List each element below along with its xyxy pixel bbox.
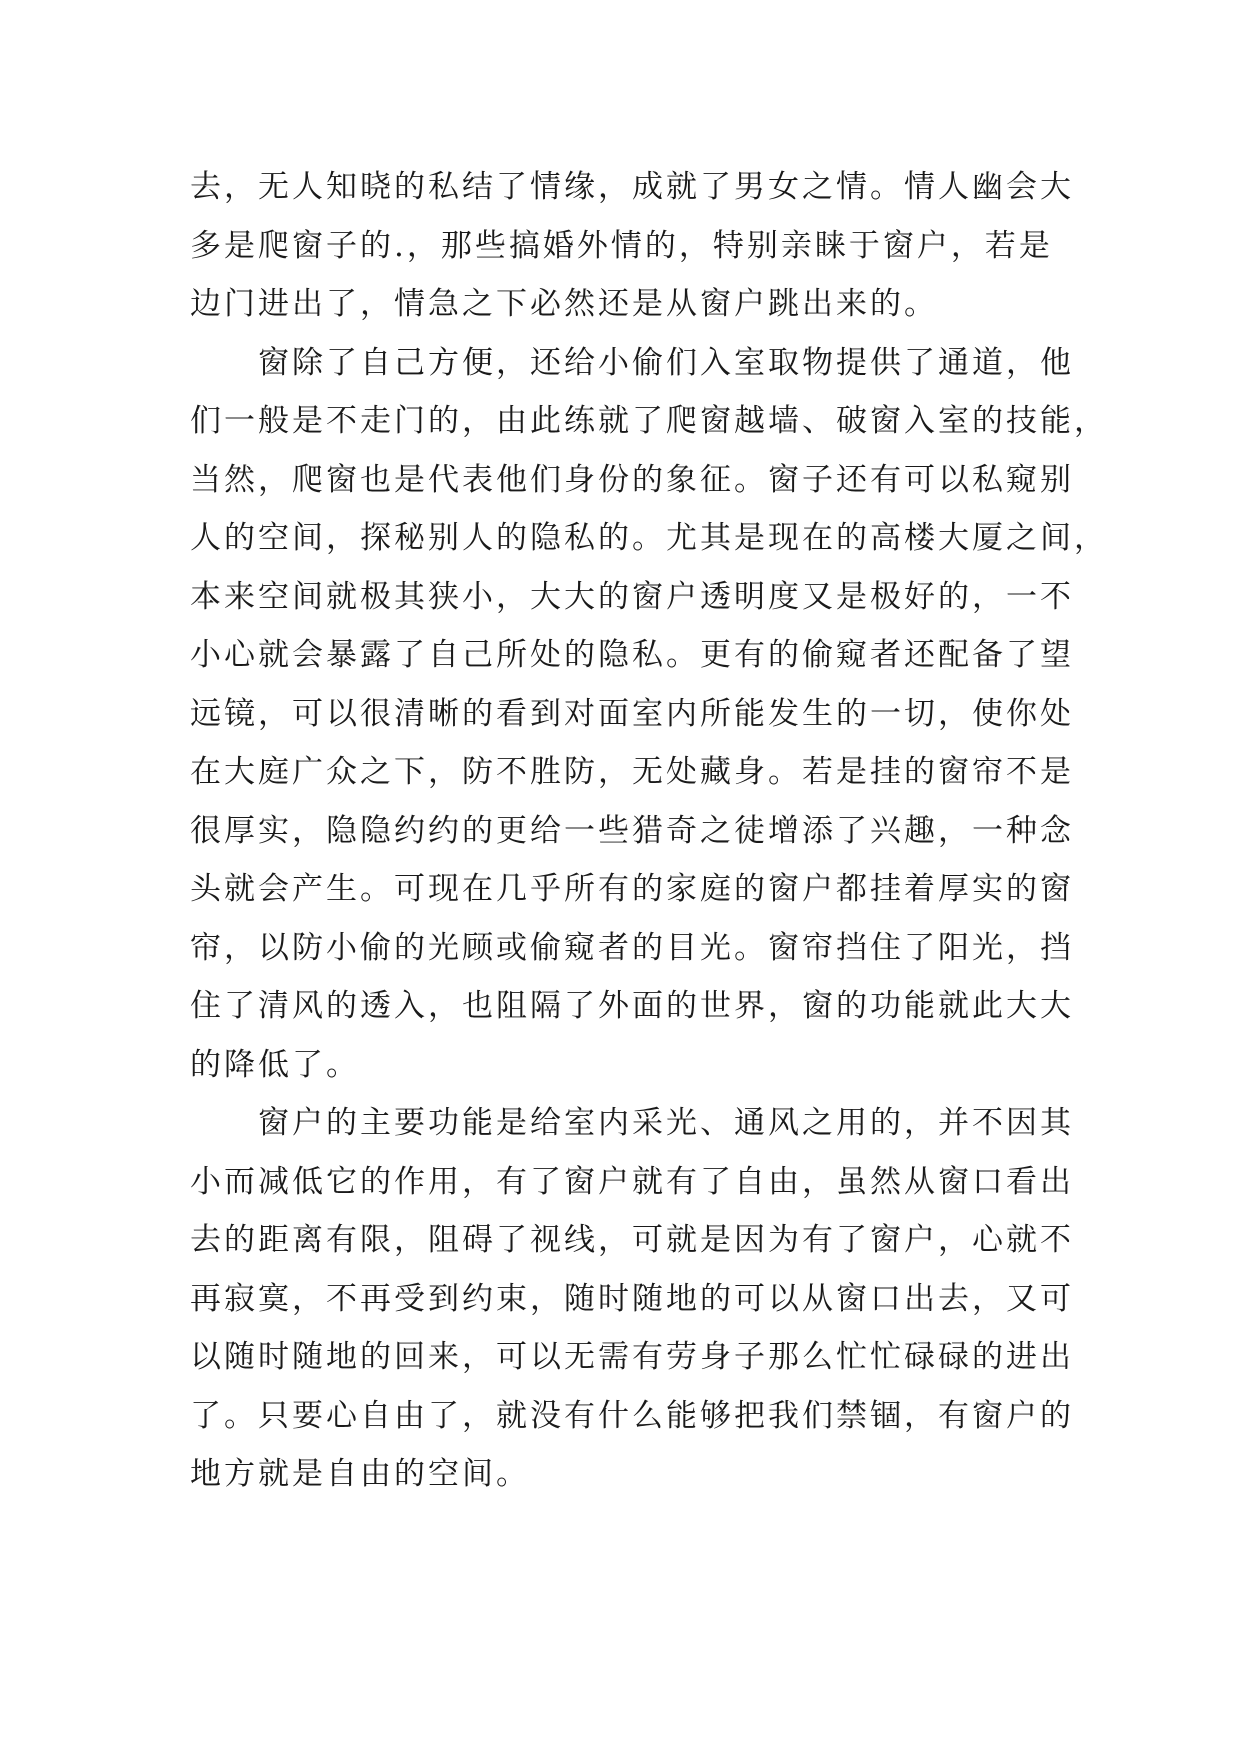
text-line: 远镜，可以很清晰的看到对面室内所能发生的一切，使你处 [190, 695, 1074, 732]
text-line: 多是爬窗子的.，那些搞婚外情的，特别亲睐于窗户，若是 [190, 227, 1053, 264]
text-line: 很厚实，隐隐约约的更给一些猎奇之徒增添了兴趣，一种念 [190, 812, 1074, 849]
text-line: 去，无人知晓的私结了情缘，成就了男女之情。情人幽会大 [190, 169, 1074, 205]
text-line: 在大庭广众之下，防不胜防，无处藏身。若是挂的窗帘不是 [190, 754, 1074, 790]
text-line: 的降低了。 [190, 1046, 360, 1083]
text-line: 本来空间就极其狭小，大大的窗户透明度又是极好的，一不 [190, 578, 1074, 615]
text-line: 头就会产生。可现在几乎所有的家庭的窗户都挂着厚实的窗 [190, 871, 1074, 907]
text-line: 们一般是不走门的，由此练就了爬窗越墙、破窗入室的技能， [190, 403, 1108, 439]
text-line: 以随时随地的回来，可以无需有劳身子那么忙忙碌碌的进出 [190, 1339, 1074, 1375]
text-line: 地方就是自由的空间。 [190, 1456, 530, 1492]
text-line: 人的空间，探秘别人的隐私的。尤其是现在的高楼大厦之间， [190, 520, 1108, 556]
body-text [190, 158, 1108, 1504]
text-line: 再寂寞，不再受到约束，随时随地的可以从窗口出去，又可 [190, 1280, 1074, 1317]
text-line: 边门进出了，情急之下必然还是从窗户跳出来的。 [190, 286, 938, 322]
text-line: 窗户的主要功能是给室内采光、通风之用的，并不因其 [258, 1105, 1074, 1141]
text-line: 去的距离有限，阻碍了视线，可就是因为有了窗户，心就不 [190, 1222, 1074, 1258]
text-line: 当然，爬窗也是代表他们身份的象征。窗子还有可以私窥别 [190, 461, 1074, 498]
text-line: 住了清风的透入，也阻隔了外面的世界，窗的功能就此大大 [190, 988, 1074, 1024]
text-line: 小心就会暴露了自己所处的隐私。更有的偷窥者还配备了望 [190, 637, 1074, 673]
text-line: 小而减低它的作用，有了窗户就有了自由，虽然从窗口看出 [190, 1163, 1074, 1200]
text-line: 窗除了自己方便，还给小偷们入室取物提供了通道，他 [258, 344, 1074, 381]
text-line: 了。只要心自由了，就没有什么能够把我们禁锢，有窗户的 [190, 1397, 1074, 1434]
text-line: 帘，以防小偷的光顾或偷窥者的目光。窗帘挡住了阳光，挡 [190, 929, 1074, 966]
